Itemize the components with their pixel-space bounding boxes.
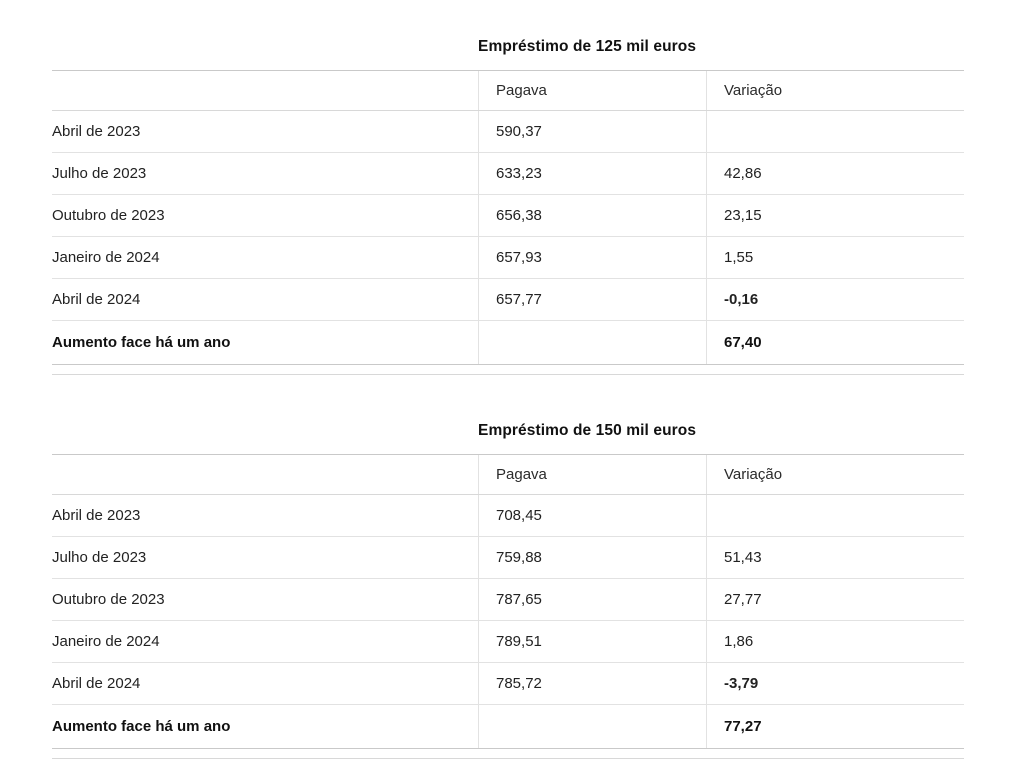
table-row: [52, 279, 964, 321]
row-pagava: 656,38: [478, 195, 706, 237]
row-variacao: [706, 111, 964, 153]
column-header-blank: [52, 455, 478, 495]
row-variacao: 23,15: [706, 195, 964, 237]
column-header-variacao: Variação: [706, 455, 964, 495]
table-row: [52, 621, 964, 663]
row-pagava: 787,65: [478, 579, 706, 621]
table-row: [52, 579, 964, 621]
table-title: Empréstimo de 125 mil euros: [478, 38, 697, 55]
row-label: Janeiro de 2024: [52, 237, 478, 279]
total-variacao: 67,40: [706, 321, 964, 365]
row-label: Janeiro de 2024: [52, 621, 478, 663]
data-table: [52, 38, 964, 365]
table-title-row: [52, 422, 964, 455]
table-title-cell: [478, 422, 964, 455]
total-label: Aumento face há um ano: [52, 705, 478, 749]
table-row: [52, 195, 964, 237]
table-title-row: [52, 38, 964, 71]
table-row: [52, 237, 964, 279]
table-row: [52, 153, 964, 195]
loan-table-125k: [52, 38, 964, 375]
column-header-pagava: Pagava: [478, 71, 706, 111]
row-variacao: [706, 495, 964, 537]
row-label: Outubro de 2023: [52, 579, 478, 621]
table-title-cell: [478, 38, 964, 71]
loan-table-150k: [52, 422, 964, 759]
row-pagava: 708,45: [478, 495, 706, 537]
column-header-blank: [52, 71, 478, 111]
row-label: Julho de 2023: [52, 537, 478, 579]
row-label: Abril de 2024: [52, 279, 478, 321]
column-header-variacao: Variação: [706, 71, 964, 111]
row-label: Abril de 2023: [52, 111, 478, 153]
row-pagava: 590,37: [478, 111, 706, 153]
row-label: Julho de 2023: [52, 153, 478, 195]
table-title: Empréstimo de 150 mil euros: [478, 422, 697, 439]
row-label: Outubro de 2023: [52, 195, 478, 237]
row-pagava: 789,51: [478, 621, 706, 663]
table-row: [52, 537, 964, 579]
title-spacer: [52, 422, 478, 455]
table-bottom-rule: [52, 758, 964, 759]
table-header-row: [52, 455, 964, 495]
row-pagava: 785,72: [478, 663, 706, 705]
table-row: [52, 111, 964, 153]
table-row: [52, 663, 964, 705]
table-bottom-rule: [52, 374, 964, 375]
total-variacao: 77,27: [706, 705, 964, 749]
row-pagava: 657,77: [478, 279, 706, 321]
row-variacao: -0,16: [706, 279, 964, 321]
row-pagava: 759,88: [478, 537, 706, 579]
row-variacao: 42,86: [706, 153, 964, 195]
row-pagava: 657,93: [478, 237, 706, 279]
row-label: Abril de 2024: [52, 663, 478, 705]
row-variacao: 1,86: [706, 621, 964, 663]
row-variacao: 27,77: [706, 579, 964, 621]
table-row: [52, 495, 964, 537]
total-pagava: [478, 321, 706, 365]
table-total-row: [52, 321, 964, 365]
title-spacer: [52, 38, 478, 71]
row-variacao: 51,43: [706, 537, 964, 579]
table-total-row: [52, 705, 964, 749]
row-pagava: 633,23: [478, 153, 706, 195]
table-header-row: [52, 71, 964, 111]
total-pagava: [478, 705, 706, 749]
row-variacao: -3,79: [706, 663, 964, 705]
total-label: Aumento face há um ano: [52, 321, 478, 365]
row-label: Abril de 2023: [52, 495, 478, 537]
column-header-pagava: Pagava: [478, 455, 706, 495]
row-variacao: 1,55: [706, 237, 964, 279]
data-table: [52, 422, 964, 749]
